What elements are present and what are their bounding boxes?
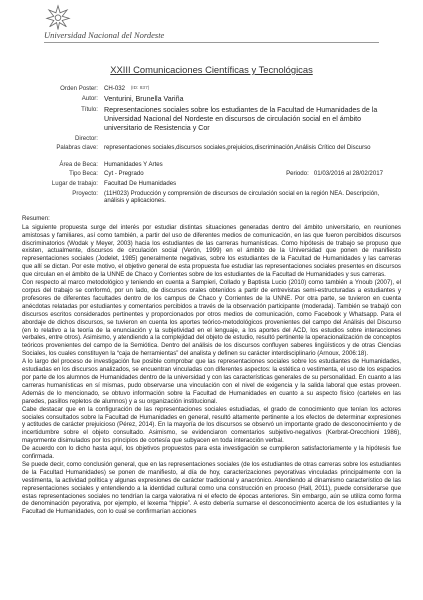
page-header (22, 0, 401, 56)
meta-row-area (22, 161, 401, 169)
resumen-paragraph: De acuerdo con lo dicho hasta aquí, los objetivos propuestos para esta investigación se cumplieron satisfactoriamente y la hipótesis fue confirmada. (22, 445, 401, 461)
university-logo-icon (44, 3, 72, 31)
resumen-paragraph: A lo largo del proceso de investigación fue posible comprobar que las representaciones sociales sobre los estudiantes de Humanidades, estudiadas en los discursos analizados, se encuentran vinculadas con diferentes aspectos: la estética o vestimenta, el uso de los espacios por parte de los alumnos de Humanidades dentro de la universidad y con las características generales de su personalidad. En cuanto a las carreras humanísticas en sí mismas, pudo observarse una vinculación con el nivel de exigencia y la salida laboral que estas proveen. Además de lo mencionado, se obtuvo información sobre la Facultad de Humanidades en cuanto a su aspecto físico (carteles en las paredes, pasillos repletos de alumnos) y a su organización institucional. (22, 358, 401, 405)
resumen-paragraph: Se puede decir, como conclusión general, que en las representaciones sociales (de los estudiantes de otras carreras sobre los estudiantes de la Facultad Humanidades) se ponen de manifiesto, al día de hoy, caracterizaciones peyorativas vinculadas principalmente con la vestimenta, la actividad política y algunas expresiones de carácter tradicional y anacrónico. Atendiendo al dinamismo característico de las representaciones sociales y entendiendo a la identidad cultural como una construcción en proceso (Hall, 2011), puede considerarse que estas representaciones sociales no tendrían la carga valorativa ni el efecto de épocas anteriores. Sin embargo, aún se utiliza como forma de denominación peyorativa, por ejemplo, el lexema “hippie”. A esto debería sumarse el desconocimiento acerca de los estudiantes y la Facultad de Humanidades, con lo cual se confirmarían acciones (22, 460, 401, 516)
meta-row-autor (22, 95, 401, 104)
university-name: Universidad Nacional del Nordeste (44, 30, 165, 40)
periodo-label: Periodo: (286, 170, 309, 178)
meta-row-lugar (22, 180, 401, 188)
director-value (104, 135, 401, 143)
header-divider (44, 42, 379, 43)
meta-row-titulo (22, 106, 401, 133)
proyecto-label: Proyecto: (72, 189, 98, 197)
palabras-value: representaciones sociales,discursos sociales,prejuicios,discriminación,Análisis Crítico del Discurso (104, 144, 371, 152)
proyecto-value: (11H023) Producción y comprensión de discursos de circulación social en la región NEA. Descripción, análisis y aplicaciones. (104, 189, 380, 205)
lugar-label: Lugar de trabajo: (51, 179, 98, 187)
orden-value: CH-032 (104, 85, 125, 92)
titulo-label: Título: (81, 105, 98, 113)
meta-row-tipo-beca (22, 170, 401, 178)
area-value: Humanidades Y Artes (104, 160, 163, 168)
resumen-paragraph: Con respecto al marco metodológico y teniendo en cuenta a Sampieri, Collado y Baptista Lucio (2010) como también a Ynoub (2007), el corpus del trabajo se conformó, por un lado, de discursos orales obtenidos a partir de entrevistas semi-estructuradas a estudiantes y profesores de diferentes facultades dentro de los campus de Chaco y Corrientes de la UNNE. Por otra parte, se tuvieron en cuenta anécdotas relatadas por estudiantes y comentarios percibidos a través de la observación participante (moderada). También se trabajó con discursos escritos considerados pertinentes y proporcionados por otros medios de comunicación, como Facebook y Whatsapp. Para el abordaje de dichos discursos, se tuvieron en cuenta los aportes teórico-metodológicos provenientes del campo del Análisis del Discurso (en lo relativo a la teoría de la enunciación y la subjetividad en el lenguaje, a los aportes del ACD, los estudios sobre interacciones verbales, entre otros). Asimismo, y atendiendo a la complejidad del objeto de estudio, resultó pertinente la operacionalización de conceptos teóricos provenientes del campo de la Semiótica. Dentro del análisis de los discursos confluyen saberes lingüísticos y de otras Ciencias Sociales, los cuales constituyen la “caja de herramientas” del analista y definen su carácter interdisciplinario (Arnoux, 2006:18). (22, 279, 401, 358)
resumen-body (22, 224, 401, 517)
tipo-beca-label: Tipo Beca: (69, 170, 98, 178)
autor-label: Autor: (81, 94, 98, 102)
resumen-heading: Resumen: (22, 214, 50, 222)
director-label: Director: (74, 134, 98, 142)
palabras-label: Palabras clave: (56, 144, 98, 152)
titulo-value: Representaciones sociales sobre los estudiantes de la Facultad de Humanidades de la Universidad Nacional del Nordeste en discursos de circulación social en el ámbito universitario de Resistencia y Cor (104, 105, 378, 132)
poster-metadata (22, 85, 401, 205)
orden-id-note: (ID: 837) (130, 86, 150, 91)
resumen-paragraph: La siguiente propuesta surge del interés por estudiar distintas situaciones generadas dentro del ámbito universitario, en reuniones amistosas y familiares, así como también, a partir del uso de diferentes medios de comunicación, en las que fueron percibidos discursos discriminatorios (Wodak y Meyer, 2003) hacia los estudiantes de las carreras humanísticas. Como hipótesis de trabajo se propuso que existen, actualmente, discursos de circulación social (Verón, 1999) en el ámbito de la Universidad que ponen de manifiesto representaciones sociales (Jodelet, 1985) generalmente negativas, sobre los estudiantes de la Facultad de Humanidades y las carreras que allí se dictan. Por este motivo, el objetivo general de esta propuesta fue estudiar las representaciones sociales presentes en discursos que circulan en el ámbito de la UNNE de Chaco y Corrientes sobre de los estudiantes de la Facultad de Humanidades y sus carreras. (22, 223, 401, 279)
conference-title: XXIII Comunicaciones Científicas y Tecnológicas (110, 64, 313, 75)
area-label: Área de Beca: (59, 160, 98, 168)
meta-row-orden (22, 85, 401, 93)
meta-row-palabras (22, 144, 401, 152)
periodo-value: 01/03/2016 al 28/02/2017 (313, 170, 383, 178)
meta-row-proyecto (22, 190, 401, 205)
meta-row-director (22, 135, 401, 143)
tipo-beca-value: Cyt - Pregrado (104, 170, 144, 178)
autor-value: Venturini, Brunella Variña (104, 94, 184, 103)
orden-label: Orden Poster: (60, 85, 98, 92)
resumen-paragraph: Cabe destacar que en la configuración de las representaciones sociales estudiadas, el grado de conocimiento que tenían los actores sociales consultados sobre la Facultad de Humanidades en general, resultó altamente pertinente a los efectos de determinar expresiones y actitudes de carácter prejuicioso (Pérez, 2014). En la mayoría de los discursos se observó un importante grado de desconocimiento y de incertidumbre sobre el objeto consultado. Asimismo, se evidenciaron comentarios subjetivo-negativos (Kerbrat-Orecchioni 1986), mayormente disimulados por los principios de cortesía que subyacen en toda interacción verbal. (22, 405, 401, 445)
lugar-value: Facultad De Humanidades (104, 179, 177, 187)
